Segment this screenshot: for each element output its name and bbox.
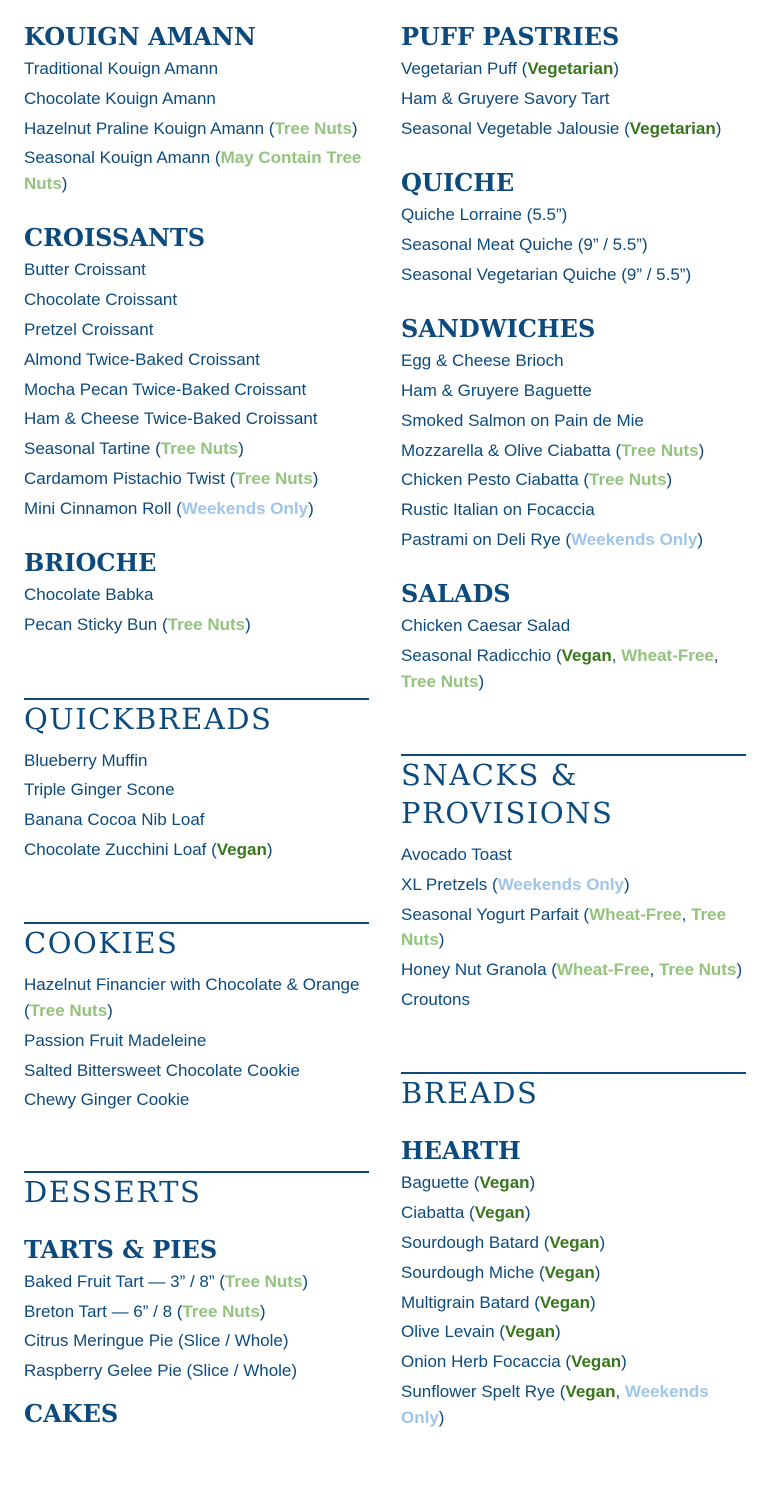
item-list (24, 748, 369, 863)
dietary-tag: Vegetarian (629, 118, 716, 138)
menu-item-name: Cardamom Pistachio Twist (24, 468, 225, 488)
menu-item-name: Sunflower Spelt Rye (401, 1382, 556, 1402)
menu-item: Seasonal Vegetable Jalousie (Vegetarian) (401, 118, 722, 138)
menu-item: Honey Nut Granola (Wheat-Free, Tree Nuts) (401, 960, 743, 980)
section-croissants (24, 224, 369, 521)
menu-item (24, 1028, 369, 1054)
menu-item-name: Smoked Salmon on Pain de Mie (401, 410, 644, 430)
item-list (24, 1269, 369, 1384)
dietary-tag: Vegan (504, 1322, 556, 1342)
dietary-tag: Vegan (216, 839, 267, 859)
item-list (24, 56, 369, 196)
menu-item: Sunflower Spelt Rye (Vegan, Weekends Only) (401, 1382, 709, 1427)
dietary-tag: Tree Nuts (401, 671, 479, 691)
section-desserts (24, 1171, 369, 1211)
menu-item-name: Pecan Sticky Bun (24, 615, 158, 635)
dietary-tag: Weekends Only (571, 529, 698, 549)
dietary-tag: Tree Nuts (29, 1000, 108, 1020)
menu-item: Chocolate Zucchini Loaf (Vegan) (24, 839, 273, 859)
menu-item-name: Chocolate Zucchini Loaf (24, 839, 207, 859)
menu-item-name: Seasonal Yogurt Parfait (401, 904, 579, 924)
menu-item-name: Croutons (401, 989, 470, 1009)
menu-item-name: Sourdough Batard (401, 1233, 539, 1253)
menu-item-name: Ham & Cheese Twice-Baked Croissant (24, 409, 318, 429)
dietary-tag: Wheat-Free (589, 904, 682, 924)
menu-item-name: Breton Tart — 6” / 8 (24, 1301, 173, 1321)
menu-item-name: Ciabatta (401, 1203, 465, 1223)
dietary-tag: Tree Nuts (235, 468, 313, 488)
menu-item-name: Salted Bittersweet Chocolate Cookie (24, 1060, 300, 1080)
section-title: PUFF PASTRIES (401, 22, 620, 51)
dietary-tag: Vegan (549, 1233, 600, 1253)
section-title: TARTS & PIES (24, 1234, 218, 1264)
menu-item-name: Pretzel Croissant (24, 319, 154, 339)
menu-item-name: Banana Cocoa Nib Loaf (24, 810, 205, 830)
menu-item: Sourdough Miche (Vegan) (401, 1262, 601, 1282)
dietary-tag: Vegan (479, 1173, 530, 1193)
section-salads (401, 580, 746, 694)
menu-item-name: Multigrain Batard (401, 1292, 530, 1312)
item-list (401, 202, 746, 287)
dietary-tag: May Contain Tree Nuts (24, 148, 362, 193)
menu-item (24, 56, 369, 82)
menu-item (24, 86, 369, 112)
item-list (401, 842, 746, 1012)
menu-item: Olive Levain (Vegan) (401, 1322, 561, 1342)
menu-item: Seasonal Kouign Amann (May Contain Tree Nuts) (24, 148, 362, 193)
menu-item (401, 232, 746, 258)
section-title: BRIOCHE (24, 548, 157, 578)
menu-item-name: Mocha Pecan Twice-Baked Croissant (24, 379, 307, 399)
section-title: BREADS (401, 1072, 746, 1112)
menu-item (24, 1358, 369, 1384)
menu-item (24, 748, 369, 774)
menu-item: Multigrain Batard (Vegan) (401, 1292, 596, 1312)
menu-item-name: Avocado Toast (401, 845, 512, 865)
menu-item-name: Vegetarian Puff (401, 59, 517, 78)
menu-item-name: Raspberry Gelee Pie (Slice / Whole) (24, 1361, 298, 1381)
section-hearth (401, 1137, 746, 1430)
menu-item-name: Triple Ginger Scone (24, 780, 175, 800)
menu-item-name: Seasonal Radicchio (401, 646, 552, 666)
menu-item: Hazelnut Financier with Chocolate & Orange (Tree Nuts) (24, 975, 360, 1020)
menu-item: Cardamom Pistachio Twist (Tree Nuts) (24, 468, 319, 488)
item-list (401, 613, 746, 694)
dietary-tag: Vegan (565, 1382, 616, 1402)
menu-item-name: Chicken Pesto Ciabatta (401, 470, 579, 490)
item-list (401, 1170, 746, 1430)
menu-item (401, 613, 746, 639)
menu-item-name: Sourdough Miche (401, 1262, 535, 1282)
dietary-tag: Weekends Only (401, 1382, 709, 1427)
menu-item-name: Butter Croissant (24, 260, 146, 280)
menu-item (401, 378, 746, 404)
menu-item (401, 497, 746, 523)
section-title: CROISSANTS (24, 223, 206, 253)
menu-item-name: Mozzarella & Olive Ciabatta (401, 440, 611, 460)
menu-item (401, 262, 746, 288)
menu-item-name: Hazelnut Financier with Chocolate & Orange (24, 975, 360, 995)
menu-item-name: Ham & Gruyere Baguette (401, 380, 592, 400)
menu-item-name: Pastrami on Deli Rye (401, 529, 561, 549)
section-title: HEARTH (401, 1136, 521, 1166)
menu-item-name: XL Pretzels (401, 875, 488, 895)
section-title: SNACKS & PROVISIONS (401, 754, 746, 832)
dietary-tag: Tree Nuts (401, 904, 727, 950)
menu-item-name: Chewy Ginger Cookie (24, 1090, 190, 1110)
menu-item: Vegetarian Puff (Vegetarian) (401, 59, 620, 78)
menu-item: Hazelnut Praline Kouign Amann (Tree Nuts) (24, 118, 358, 138)
menu-item (24, 1328, 369, 1354)
dietary-tag: Tree Nuts (182, 1301, 260, 1321)
menu-item (24, 257, 369, 283)
section-title: SANDWICHES (401, 314, 596, 344)
menu-item (401, 987, 746, 1013)
menu-item-name: Seasonal Tartine (24, 439, 151, 459)
dietary-tag: Vegan (474, 1203, 525, 1223)
menu-item (401, 348, 746, 374)
menu-item-name: Hazelnut Praline Kouign Amann (24, 118, 265, 138)
menu-item-name: Traditional Kouign Amann (24, 59, 219, 78)
menu-item (401, 842, 746, 868)
section-kouign-amann (24, 0, 369, 196)
menu-item-name: Mini Cinnamon Roll (24, 498, 172, 518)
menu-item-name: Citrus Meringue Pie (Slice / Whole) (24, 1331, 289, 1351)
dietary-tag: Tree Nuts (274, 118, 352, 138)
menu-item (401, 202, 746, 228)
menu-item-name: Blueberry Muffin (24, 750, 148, 770)
section-puff-pastries (401, 0, 746, 141)
menu-item-name: Seasonal Vegetable Jalousie (401, 118, 620, 138)
section-snacks-provisions (401, 754, 746, 1012)
item-list (401, 56, 746, 141)
dietary-tag: Tree Nuts (589, 470, 667, 490)
dietary-tag: Vegan (561, 646, 612, 666)
menu-item-name: Egg & Cheese Brioch (401, 351, 564, 371)
menu-item-name: Ham & Gruyere Savory Tart (401, 88, 610, 108)
menu-item-name: Quiche Lorraine (5.5”) (401, 205, 568, 225)
dietary-tag: Wheat-Free (621, 646, 714, 666)
section-cakes (24, 1400, 369, 1428)
menu-item-name: Rustic Italian on Focaccia (401, 500, 595, 520)
menu-item (24, 1087, 369, 1113)
menu-item: Mini Cinnamon Roll (Weekends Only) (24, 498, 314, 518)
menu-item: Seasonal Tartine (Tree Nuts) (24, 439, 244, 459)
menu-item (24, 317, 369, 343)
menu-item-name: Passion Fruit Madeleine (24, 1030, 207, 1050)
section-title: QUICKBREADS (24, 698, 369, 738)
menu-item-name: Baguette (401, 1173, 470, 1193)
dietary-tag: Weekends Only (181, 498, 309, 518)
menu-item (24, 777, 369, 803)
menu-item: Mozzarella & Olive Ciabatta (Tree Nuts) (401, 440, 705, 460)
dietary-tag: Tree Nuts (160, 439, 239, 459)
section-title: SALADS (401, 579, 511, 609)
menu-item: Chicken Pesto Ciabatta (Tree Nuts) (401, 470, 673, 490)
dietary-tag: Vegan (571, 1352, 622, 1372)
menu-item: Seasonal Radicchio (Vegan, Wheat-Free, Tree Nuts) (401, 646, 719, 691)
menu-item (24, 1058, 369, 1084)
menu-item: Sourdough Batard (Vegan) (401, 1233, 606, 1253)
item-list (24, 257, 369, 521)
dietary-tag: Tree Nuts (167, 615, 246, 635)
menu-item (401, 408, 746, 434)
menu-item-name: Baked Fruit Tart — 3” / 8” (24, 1271, 215, 1291)
menu-item-name: Honey Nut Granola (401, 960, 547, 980)
menu-item-name: Seasonal Kouign Amann (24, 148, 211, 168)
section-title: KOUIGN AMANN (24, 22, 256, 51)
section-title: QUICHE (401, 168, 515, 198)
item-list (24, 972, 369, 1112)
dietary-tag: Vegan (539, 1292, 590, 1312)
menu-item: Breton Tart — 6” / 8 (Tree Nuts) (24, 1301, 266, 1321)
dietary-tag: Tree Nuts (224, 1271, 303, 1291)
section-cookies (24, 922, 369, 1112)
section-title: CAKES (24, 1398, 119, 1428)
dietary-tag: Vegan (544, 1262, 595, 1282)
menu-item-name: Onion Herb Focaccia (401, 1352, 561, 1372)
menu-item: Baked Fruit Tart — 3” / 8” (Tree Nuts) (24, 1271, 309, 1291)
menu-item (24, 807, 369, 833)
menu-item: Pastrami on Deli Rye (Weekends Only) (401, 529, 704, 549)
menu-item-name: Chocolate Croissant (24, 290, 178, 310)
menu-item-name: Olive Levain (401, 1322, 495, 1342)
section-brioche (24, 549, 369, 637)
menu-item: Baguette (Vegan) (401, 1173, 536, 1193)
section-breads (401, 1072, 746, 1112)
dietary-tag: Tree Nuts (658, 960, 737, 980)
menu-item (24, 406, 369, 432)
menu-item-name: Chocolate Babka (24, 585, 154, 605)
section-quiche (401, 169, 746, 287)
menu-item (24, 347, 369, 373)
menu-item: XL Pretzels (Weekends Only) (401, 875, 630, 895)
menu-item-name: Seasonal Vegetarian Quiche (9” / 5.5”) (401, 264, 692, 284)
menu-item: Seasonal Yogurt Parfait (Wheat-Free, Tree Nuts) (401, 904, 727, 950)
section-sandwiches (401, 315, 746, 552)
section-quickbreads (24, 698, 369, 863)
dietary-tag: Vegetarian (527, 59, 614, 78)
left-column (24, 0, 369, 1428)
item-list (401, 348, 746, 552)
menu-item-name: Chicken Caesar Salad (401, 616, 571, 636)
menu-item: Ciabatta (Vegan) (401, 1203, 531, 1223)
menu-item-name: Almond Twice-Baked Croissant (24, 349, 260, 369)
menu-item: Onion Herb Focaccia (Vegan) (401, 1352, 627, 1372)
menu-item (401, 86, 746, 112)
dietary-tag: Weekends Only (497, 875, 624, 895)
section-title: DESSERTS (24, 1171, 369, 1211)
dietary-tag: Tree Nuts (621, 440, 699, 460)
dietary-tag: Wheat-Free (556, 960, 650, 980)
section-title: COOKIES (24, 922, 369, 962)
section-tarts-pies (24, 1236, 369, 1384)
menu-item (24, 377, 369, 403)
menu-item (24, 582, 369, 608)
right-column (401, 0, 746, 1434)
menu-item: Pecan Sticky Bun (Tree Nuts) (24, 615, 251, 635)
menu-item (24, 287, 369, 313)
menu-item-name: Chocolate Kouign Amann (24, 88, 216, 108)
item-list (24, 582, 369, 637)
menu-item-name: Seasonal Meat Quiche (9” / 5.5”) (401, 234, 648, 254)
